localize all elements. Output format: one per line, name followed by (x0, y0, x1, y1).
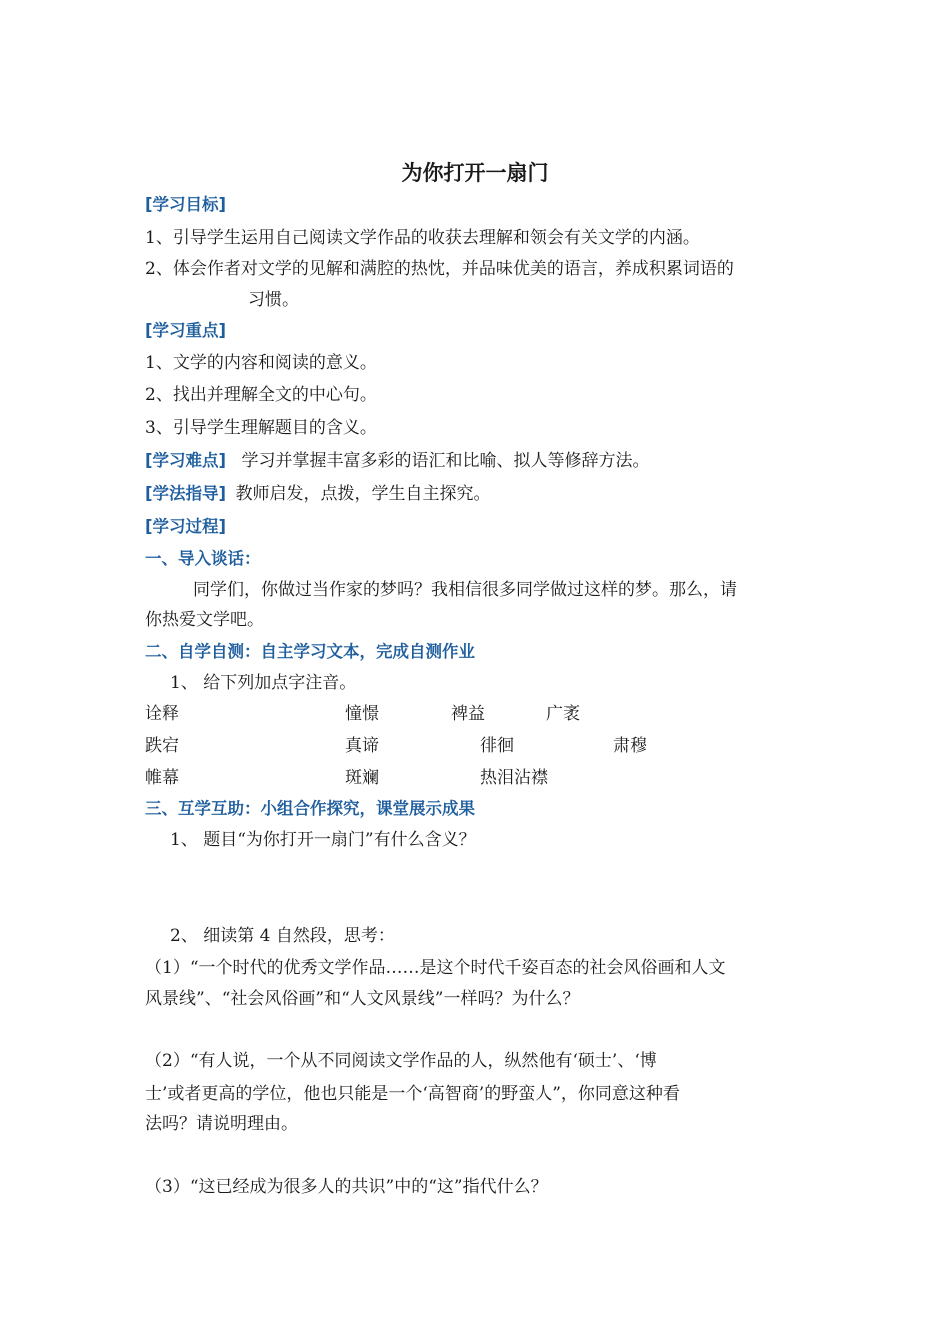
goal-item-2-continued: 习惯。 (248, 290, 299, 310)
difficulty-text: 学习并掌握丰富多彩的语汇和比喻、拟人等修辞方法。 (241, 451, 650, 471)
goal-item-2: 2、体会作者对文学的见解和满腔的热忱，并品味优美的语言，养成积累词语的 (145, 259, 734, 279)
keypoints-heading: [学习重点] (145, 321, 227, 340)
vocab-word: 徘徊 (480, 736, 514, 756)
keypoint-item-2: 2、找出并理解全文的中心句。 (145, 385, 377, 405)
part2-heading: 二、自学自测：自主学习文本，完成自测作业 (145, 642, 475, 661)
vocab-word: 憧憬 (345, 704, 379, 724)
vocab-word: 跌宕 (145, 736, 179, 756)
part3-heading: 三、互学互助：小组合作探究，课堂展示成果 (145, 799, 475, 818)
sub-question-1-line-1: （1）“一个时代的优秀文学作品……是这个时代千姿百态的社会风俗画和人文 (145, 958, 726, 978)
method-line (145, 483, 491, 505)
vocab-word: 热泪沾襟 (480, 768, 548, 788)
part1-paragraph-line-2: 你热爱文学吧。 (145, 610, 264, 630)
sub-question-2-line-2: 士’或者更高的学位，他也只能是一个‘高智商’的野蛮人”，你同意这种看 (145, 1084, 680, 1104)
page-title: 为你打开一扇门 (401, 160, 549, 185)
difficulty-heading: [学习难点] (145, 451, 227, 470)
part1-heading: 一、导入谈话： (145, 549, 261, 568)
part1-paragraph-line-1: 同学们，你做过当作家的梦吗？我相信很多同学做过这样的梦。那么，请 (193, 580, 737, 600)
vocab-word: 真谛 (345, 736, 379, 756)
sub-question-2-line-3: 法吗？请说明理由。 (145, 1114, 298, 1134)
difficulty-line (145, 450, 650, 472)
vocab-word: 裨益 (451, 704, 485, 724)
sub-question-1-line-2: 风景线”、“社会风俗画”和“人文风景线”一样吗？为什么？ (145, 989, 580, 1009)
vocab-word: 广袤 (546, 704, 580, 724)
vocab-word: 诠释 (145, 704, 179, 724)
keypoint-item-1: 1、文学的内容和阅读的意义。 (145, 353, 377, 373)
goals-heading: [学习目标] (145, 195, 227, 214)
part3-question-1: 1、 题目“为你打开一扇门”有什么含义？ (170, 830, 476, 850)
vocab-word: 斑斓 (345, 768, 379, 788)
method-heading: [学法指导] (145, 484, 227, 503)
part2-question-1: 1、 给下列加点字注音。 (170, 673, 357, 693)
goal-item-1: 1、引导学生运用自己阅读文学作品的收获去理解和领会有关文学的内涵。 (145, 228, 700, 248)
sub-question-3: （3）“这已经成为很多人的共识”中的“这”指代什么？ (145, 1177, 548, 1197)
process-heading: [学习过程] (145, 517, 227, 536)
sub-question-2-line-1: （2）“有人说，一个从不同阅读文学作品的人，纵然他有‘硕士’、‘博 (145, 1051, 657, 1071)
method-text: 教师启发，点拨，学生自主探究。 (235, 484, 491, 504)
part3-question-2: 2、 细读第 4 自然段，思考： (170, 926, 395, 946)
keypoint-item-3: 3、引导学生理解题目的含义。 (145, 418, 377, 438)
vocab-word: 肃穆 (613, 736, 647, 756)
vocab-word: 帷幕 (145, 768, 179, 788)
